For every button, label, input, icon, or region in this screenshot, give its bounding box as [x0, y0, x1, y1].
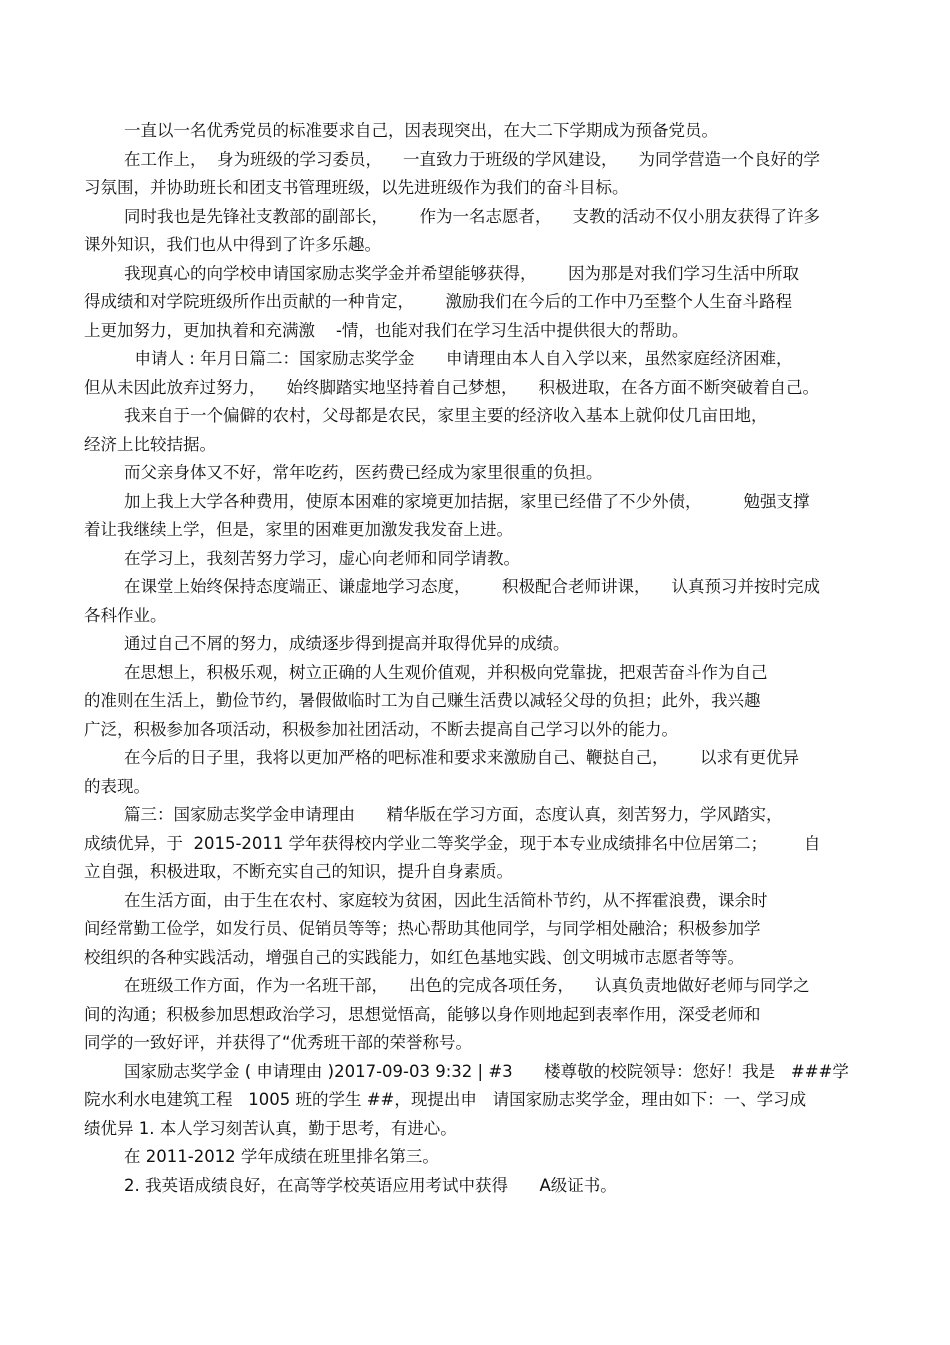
text-line: 经济上比较拮据。	[84, 434, 216, 454]
paragraph	[84, 117, 874, 146]
text-line: 同时我也是先锋社支教部的副部长， 作为一名志愿者， 支教的活动不仅小朋友获得了许多	[124, 206, 820, 226]
paragraph	[84, 1172, 874, 1201]
text-line: 在班级工作方面，作为一名班干部， 出色的完成各项任务， 认真负责地做好老师与同学之	[124, 976, 810, 995]
paragraph	[84, 1143, 874, 1172]
text-line: 在课堂上始终保持态度端正、谦虚地学习态度， 积极配合老师讲课， 认真预习并按时完成	[124, 577, 820, 596]
text-line: 得成绩和对学院班级所作出贡献的一种肯定， 激励我们在今后的工作中乃至整个人生奋斗路程	[84, 292, 792, 311]
document-body	[84, 117, 874, 1200]
paragraph	[84, 260, 874, 346]
text-line: 加上我上大学各种费用，使原本困难的家境更加拮据，家里已经借了不少外债， 勉强支撑	[124, 491, 810, 511]
paragraph	[84, 203, 874, 260]
paragraph	[84, 488, 874, 545]
paragraph	[84, 459, 874, 488]
text-line: 立自强，积极进取，不断充实自己的知识，提升自身素质。	[84, 862, 513, 881]
paragraph	[84, 887, 874, 973]
text-line: 的表现。	[84, 776, 150, 796]
paragraph	[84, 744, 874, 801]
paragraph	[84, 402, 874, 459]
text-line: 课外知识，我们也从中得到了许多乐趣。	[84, 235, 381, 254]
text-line: 一直以一名优秀党员的标准要求自己，因表现突出，在大二下学期成为预备党员。	[124, 121, 718, 140]
text-line: 在思想上，积极乐观，树立正确的人生观价值观，并积极向党靠拢，把艰苦奋斗作为自己	[124, 662, 768, 682]
text-line: 同学的一致好评，并获得了“优秀班干部的荣誉称号。	[84, 1033, 473, 1052]
text-line: 院水利水电建筑工程 1005 班的学生 ##，现提出申 请国家励志奖学金，理由如下：一、学习成	[84, 1090, 807, 1109]
text-line: 我现真心的向学校申请国家励志奖学金并希望能够获得， 因为那是对我们学习生活中所取	[124, 263, 799, 283]
text-line: 的准则在生活上，勤俭节约，暑假做临时工为自己赚生活费以减轻父母的负担；此外，我兴趣	[84, 691, 761, 710]
paragraph	[84, 345, 874, 402]
text-line: 各科作业。	[84, 605, 167, 625]
paragraph	[84, 801, 874, 887]
text-line: 而父亲身体又不好，常年吃药，医药费已经成为家里很重的负担。	[124, 463, 603, 482]
paragraph	[84, 573, 874, 630]
text-line: 我来自于一个偏僻的农村，父母都是农民，家里主要的经济收入基本上就仰仗几亩田地，	[124, 406, 768, 425]
text-line: 着让我继续上学，但是，家里的困难更加激发我发奋上进。	[84, 520, 513, 539]
text-line: 在今后的日子里，我将以更加严格的吧标准和要求来激励自己、鞭挞自己， 以求有更优异	[124, 748, 799, 767]
text-line: 在学习上，我刻苦努力学习，虚心向老师和同学请教。	[124, 548, 520, 568]
paragraph	[84, 545, 874, 574]
text-line: 成绩优异，于 2015-2011 学年获得校内学业二等奖学金，现于本专业成绩排名中位居第二； 自	[84, 833, 821, 853]
text-line: 2. 我英语成绩良好，在高等学校英语应用考试中获得 A级证书。	[124, 1175, 617, 1195]
paragraph	[84, 630, 874, 659]
text-line: 篇三：国家励志奖学金申请理由 精华版在学习方面，态度认真，刻苦努力，学风踏实，	[124, 805, 783, 824]
text-line: 绩优异 1. 本人学习刻苦认真，勤于思考，有进心。	[84, 1118, 457, 1138]
text-line: 在工作上， 身为班级的学习委员， 一直致力于班级的学风建设， 为同学营造一个良好的学	[124, 149, 820, 169]
text-line: 但从未因此放弃过努力， 始终脚踏实地坚持着自己梦想， 积极进取，在各方面不断突破着自己。	[84, 377, 819, 397]
paragraph	[84, 659, 874, 745]
text-line: 广泛，积极参加各项活动，积极参加社团活动，不断去提高自己学习以外的能力。	[84, 719, 678, 739]
text-line: 间的沟通；积极参加思想政治学习，思想觉悟高，能够以身作则地起到表率作用，深受老师和	[84, 1004, 761, 1024]
text-line: 校组织的各种实践活动，增强自己的实践能力，如红色基地实践、创文明城市志愿者等等。	[84, 947, 744, 967]
paragraph	[84, 1058, 874, 1144]
text-line: 习氛围，并协助班长和团支书管理班级，以先进班级作为我们的奋斗目标。	[84, 178, 629, 197]
text-line: 上更加努力，更加执着和充满激 -情，也能对我们在学习生活中提供很大的帮助。	[84, 320, 689, 340]
text-line: 间经常勤工俭学，如发行员、促销员等等；热心帮助其他同学，与同学相处融洽；积极参加学	[84, 919, 761, 938]
text-line: 在生活方面，由于生在农村、家庭较为贫困，因此生活简朴节约，从不挥霍浪费，课余时	[124, 890, 768, 910]
paragraph	[84, 146, 874, 203]
text-line: 通过自己不屑的努力，成绩逐步得到提高并取得优异的成绩。	[124, 634, 570, 653]
paragraph	[84, 972, 874, 1058]
text-line: 在 2011-2012 学年成绩在班里排名第三。	[124, 1147, 439, 1166]
text-line: 国家励志奖学金 ( 申请理由 )2017-09-03 9:32 | #3 楼尊敬的校院领导：您好！我是 ###学	[124, 1061, 849, 1081]
text-line: 申请人 : 年月日篇二：国家励志奖学金 申请理由本人自入学以来，虽然家庭经济困难，	[124, 349, 793, 368]
